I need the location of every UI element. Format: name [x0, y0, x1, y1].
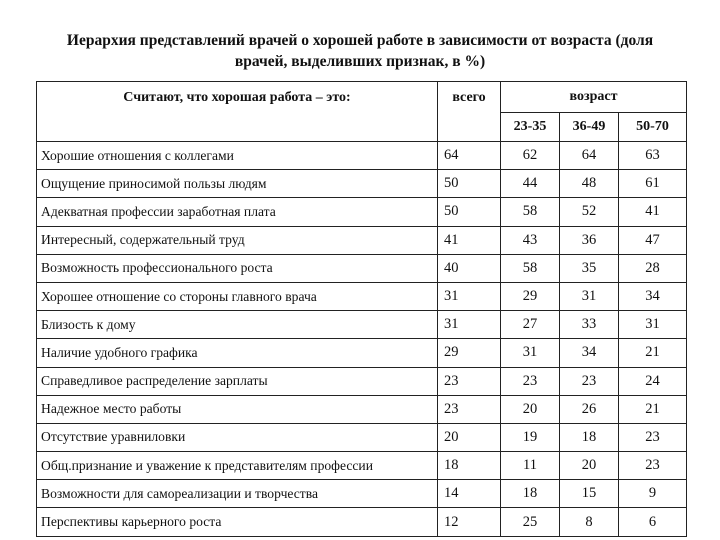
table-row	[37, 311, 687, 339]
cell-total: 29	[438, 339, 501, 367]
row-label: Хорошее отношение со стороны главного врача	[37, 282, 438, 310]
cell-age-50-70: 21	[619, 395, 687, 423]
age-header: возраст	[501, 82, 687, 113]
table-row	[37, 508, 687, 536]
table-row	[37, 339, 687, 367]
cell-age-50-70: 34	[619, 282, 687, 310]
cell-age-23-35: 19	[501, 423, 560, 451]
cell-age-50-70: 6	[619, 508, 687, 536]
cell-age-23-35: 11	[501, 452, 560, 480]
row-label: Общ.признание и уважение к представителям профессии	[37, 452, 438, 480]
row-label: Адекватная профессии заработная плата	[37, 198, 438, 226]
cell-age-23-35: 29	[501, 282, 560, 310]
criteria-header: Считают, что хорошая работа – это:	[37, 82, 438, 142]
cell-total: 14	[438, 480, 501, 508]
cell-age-50-70: 9	[619, 480, 687, 508]
cell-age-23-35: 25	[501, 508, 560, 536]
table-row	[37, 198, 687, 226]
table-row	[37, 282, 687, 310]
cell-age-36-49: 23	[560, 367, 619, 395]
row-label: Наличие удобного графика	[37, 339, 438, 367]
header-row	[37, 82, 687, 113]
cell-age-50-70: 23	[619, 452, 687, 480]
table-row	[37, 226, 687, 254]
cell-age-36-49: 26	[560, 395, 619, 423]
total-header: всего	[438, 82, 501, 142]
cell-total: 23	[438, 395, 501, 423]
cell-age-23-35: 18	[501, 480, 560, 508]
cell-age-36-49: 52	[560, 198, 619, 226]
cell-age-50-70: 31	[619, 311, 687, 339]
cell-age-50-70: 61	[619, 170, 687, 198]
table-title: Иерархия представлений врачей о хорошей работе в зависимости от возраста (доля врачей, выделивших признак, в %)	[66, 32, 654, 70]
row-label: Возможность профессионального роста	[37, 254, 438, 282]
row-label: Справедливое распределение зарплаты	[37, 367, 438, 395]
table-row	[37, 395, 687, 423]
cell-age-23-35: 44	[501, 170, 560, 198]
row-label: Надежное место работы	[37, 395, 438, 423]
cell-age-50-70: 41	[619, 198, 687, 226]
cell-age-23-35: 58	[501, 254, 560, 282]
table-row	[37, 142, 687, 170]
table-row	[37, 480, 687, 508]
row-label: Ощущение приносимой пользы людям	[37, 170, 438, 198]
table-row	[37, 452, 687, 480]
cell-age-36-49: 48	[560, 170, 619, 198]
data-table	[36, 81, 687, 537]
table-row	[37, 367, 687, 395]
cell-age-36-49: 15	[560, 480, 619, 508]
cell-age-50-70: 47	[619, 226, 687, 254]
cell-age-23-35: 58	[501, 198, 560, 226]
cell-age-23-35: 20	[501, 395, 560, 423]
cell-total: 18	[438, 452, 501, 480]
cell-total: 23	[438, 367, 501, 395]
cell-total: 31	[438, 282, 501, 310]
row-label: Возможности для самореализации и творчества	[37, 480, 438, 508]
cell-total: 50	[438, 198, 501, 226]
cell-total: 31	[438, 311, 501, 339]
table-row	[37, 423, 687, 451]
cell-total: 20	[438, 423, 501, 451]
age-group-23-35: 23-35	[501, 113, 560, 142]
cell-age-36-49: 34	[560, 339, 619, 367]
cell-age-50-70: 23	[619, 423, 687, 451]
cell-total: 41	[438, 226, 501, 254]
cell-age-50-70: 21	[619, 339, 687, 367]
cell-age-23-35: 31	[501, 339, 560, 367]
table-row	[37, 170, 687, 198]
age-group-36-49: 36-49	[560, 113, 619, 142]
row-label: Перспективы карьерного роста	[37, 508, 438, 536]
age-group-50-70: 50-70	[619, 113, 687, 142]
cell-total: 12	[438, 508, 501, 536]
cell-age-36-49: 31	[560, 282, 619, 310]
row-label: Отсутствие уравниловки	[37, 423, 438, 451]
cell-age-36-49: 64	[560, 142, 619, 170]
table-row	[37, 254, 687, 282]
cell-age-36-49: 33	[560, 311, 619, 339]
cell-age-23-35: 62	[501, 142, 560, 170]
cell-age-23-35: 43	[501, 226, 560, 254]
cell-age-50-70: 63	[619, 142, 687, 170]
cell-age-50-70: 24	[619, 367, 687, 395]
cell-total: 64	[438, 142, 501, 170]
cell-age-36-49: 8	[560, 508, 619, 536]
row-label: Хорошие отношения с коллегами	[37, 142, 438, 170]
cell-age-36-49: 18	[560, 423, 619, 451]
cell-age-50-70: 28	[619, 254, 687, 282]
cell-total: 40	[438, 254, 501, 282]
cell-age-23-35: 23	[501, 367, 560, 395]
row-label: Интересный, содержательный труд	[37, 226, 438, 254]
cell-age-36-49: 35	[560, 254, 619, 282]
cell-total: 50	[438, 170, 501, 198]
cell-age-36-49: 20	[560, 452, 619, 480]
cell-age-36-49: 36	[560, 226, 619, 254]
cell-age-23-35: 27	[501, 311, 560, 339]
row-label: Близость к дому	[37, 311, 438, 339]
